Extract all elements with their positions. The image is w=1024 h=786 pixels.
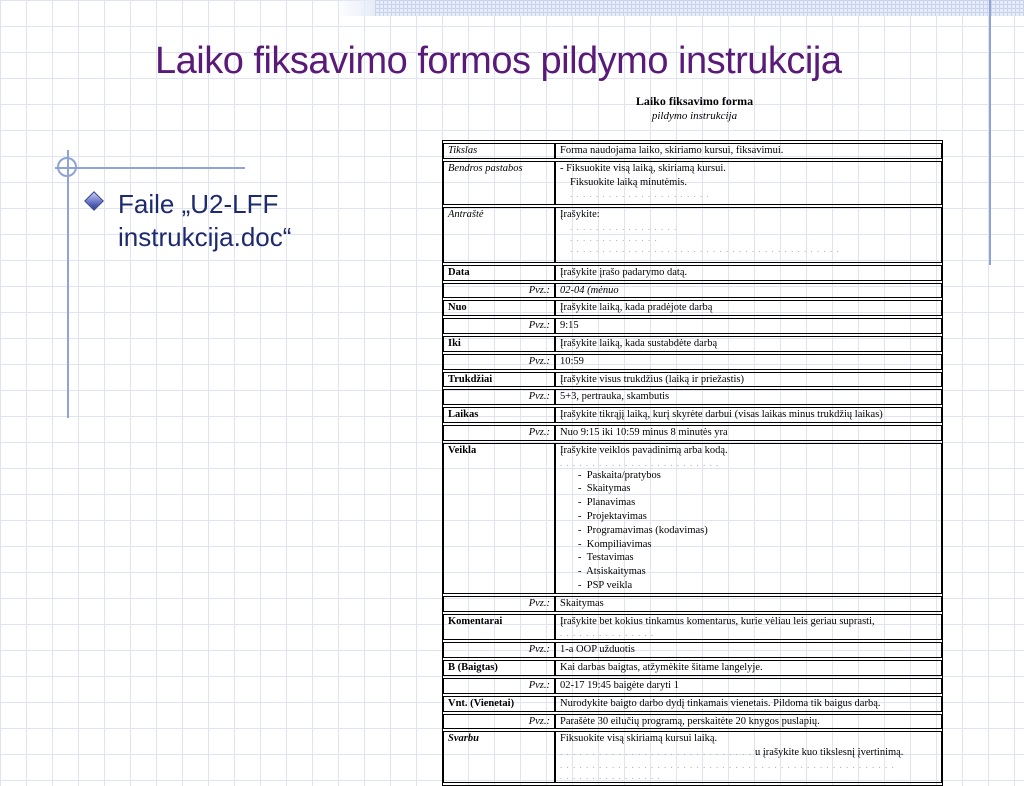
activity-item: - Kompiliavimas [578,538,652,550]
top-decor-band [375,0,1024,16]
row-label: Vnt. (Vienetai) [443,696,555,712]
activity-name: Testavimas [586,552,634,564]
slide-title: Laiko fiksavimo formos pildymo instrukcija [155,40,842,82]
row-label: Laikas [443,407,555,423]
example-text: 10:59 [555,354,942,370]
example-label: Pvz.: [443,283,555,299]
example-text: 1-a OOP užduotis [555,642,942,658]
left-decor-hline [55,167,245,169]
row-text: Forma naudojama laiko, skiriamo kursui, fiksavimui. [555,143,942,159]
dotted-line: . . . . . . . . . . . . . . . [560,628,655,639]
table-row [443,596,942,612]
activity-name: Paskaita/pratybos [586,469,661,481]
activity-item: - Testavimas [578,552,634,564]
row-text: Fiksuokite visą skiriamą kursui laiką. [560,733,718,745]
row-text: Įrašykite visus trukdžius (laiką ir priežastis) [555,372,942,388]
document-image [442,94,947,781]
row-text: Įrašykite įrašo padarymo datą. [555,265,942,281]
example-text: Skaitymas [555,596,942,612]
activity-name: PSP veikla [586,579,633,591]
table-row [443,425,942,441]
row-label: Nuo [443,300,555,316]
table-row [443,300,942,316]
left-decor-circle [57,157,77,177]
table-row [443,660,942,676]
activity-item: - Projektavimas [578,510,647,522]
row-label: Komentarai [443,614,555,641]
example-label: Pvz.: [443,642,555,658]
activity-name: Planavimas [586,497,636,509]
activity-name: Kompiliavimas [586,538,652,550]
row-label: Tikslas [443,143,555,159]
row-label: Veikla [443,443,555,594]
dotted-line: . . . . . . . . . . . . . . . . . . . . . . . . . . . . . . [560,747,755,758]
table-row [443,354,942,370]
row-cell [555,161,942,205]
row-text: Įrašykite laiką, kada pradėjote darbą [555,300,942,316]
table-row [443,389,942,405]
table-row [443,696,942,712]
row-text: Įrašykite: [560,208,600,220]
example-label: Pvz.: [443,425,555,441]
table-row [443,207,942,263]
activity-item: - Paskaita/pratybos [578,469,661,481]
right-decor-line [989,0,991,265]
activity-item: - Planavimas [578,497,636,509]
example-label: Pvz.: [443,714,555,730]
row-text: Nurodykite baigto darbo dydį tinkamais vienetais. Pildoma tik baigus darbą. [555,696,942,712]
table-row [443,318,942,334]
row-cell [555,731,942,783]
row-label: Trukdžiai [443,372,555,388]
example-text: 5+3, pertrauka, skambutis [555,389,942,405]
table-row [443,443,942,594]
row-label: Data [443,265,555,281]
table-row [443,731,942,783]
row-cell [555,443,942,594]
row-text: - Fiksuokite visą laiką, skiriamą kursui. [560,162,726,174]
activity-item: - Skaitymas [578,483,631,495]
table-row [443,336,942,352]
row-label: Iki [443,336,555,352]
row-label: Antraštė [443,207,555,263]
row-label: Svarbu [443,731,555,783]
dotted-line: . . . . . . . . . . . . . . . . . [570,221,678,232]
activity-item: - Programavimas (kodavimas) [578,524,708,536]
doc-subtitle: pildymo instrukcija [651,110,738,122]
row-text: Įrašykite veiklos pavadinimą arba kodą. [560,444,728,456]
activity-name: Programavimas (kodavimas) [586,524,708,536]
table-row [443,161,942,205]
top-decor-band-fade [335,0,375,16]
example-text: Parašėte 30 eilučių programą, perskaitėte 20 knygos puslapių. [555,714,942,730]
dotted-line: . . . . . . . . . . . . . . [570,232,658,243]
table-row [443,678,942,694]
activity-item: - PSP veikla [578,579,633,591]
row-text: Įrašykite tikrąjį laiką, kurį skyrėte darbui (visas laikas minus trukdžių laikas) [555,407,942,423]
bullet-text: Faile „U2-LFF instrukcija.doc“ [118,189,292,252]
table-row [443,143,942,159]
row-cell [555,614,942,641]
activity-name: Skaitymas [586,483,631,495]
dotted-line: . . . . . . . . . . . . . . . . . . . . . . . . . . . . . . . . . . . . . . . . . . [570,243,840,254]
left-decor-line [67,150,69,418]
table-row [443,265,942,281]
table-row [443,714,942,730]
instruction-table [442,140,943,786]
example-label: Pvz.: [443,389,555,405]
row-text: Įrašykite bet kokius tinkamus komentarus, kurie vėliau leis geriau suprasti, [560,615,875,627]
example-label: Pvz.: [443,318,555,334]
dotted-line: . . . . . . . . . . . . . . . . . . . . . . [570,189,710,200]
example-label: Pvz.: [443,354,555,370]
table-row [443,283,942,299]
row-text: Fiksuokite laiką minutėmis. [570,176,687,188]
table-row [443,614,942,641]
diamond-bullet-icon [84,191,104,211]
activity-item: - Atsiskaitymas [578,566,646,578]
example-label: Pvz.: [443,678,555,694]
example-text: 02-17 19:45 baigėte daryti 1 [555,678,942,694]
dotted-line: . . . . . . . . . . . . . . . . [560,770,661,781]
table-row [443,642,942,658]
dotted-line: . . . . . . . . . . . . . . . . . . . . . . . . . . . . . . . . . . . . . . . . . . . . . . . . . . . . [560,759,895,770]
activity-name: Projektavimas [586,510,647,522]
example-text: 02-04 (mėnuo [555,283,942,299]
example-label: Pvz.: [443,596,555,612]
dotted-line: . . . . . . . . . . . . . . . . . . . . . . . . . [560,457,720,468]
example-text: 9:15 [555,318,942,334]
row-label: Bendros pastabos [443,161,555,205]
activity-name: Atsiskaitymas [586,566,646,578]
row-label: B (Baigtas) [443,660,555,676]
row-text: u įrašykite kuo tikslesnį įvertinimą. [755,747,904,759]
row-text: Kai darbas baigtas, atžymėkite šitame langelyje. [555,660,942,676]
example-text: Nuo 9:15 iki 10:59 minus 8 minutės yra [555,425,942,441]
doc-title: Laiko fiksavimo forma [635,94,754,108]
table-row [443,372,942,388]
table-row [443,407,942,423]
row-text-wrap [560,746,937,760]
row-cell [555,207,942,263]
row-text: Įrašykite laiką, kada sustabdėte darbą [555,336,942,352]
